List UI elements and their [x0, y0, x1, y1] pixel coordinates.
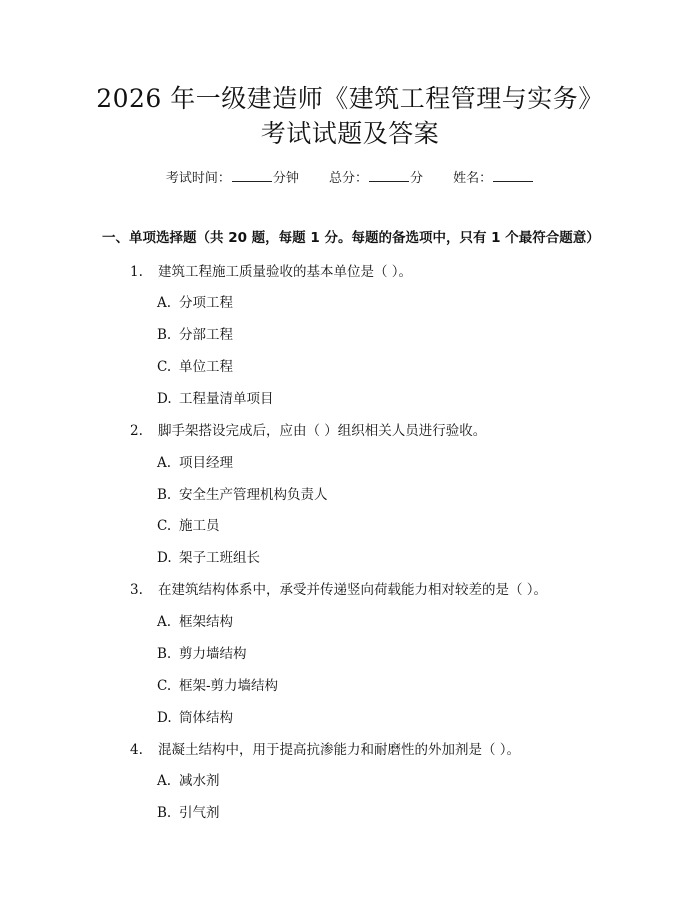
question-2-option-b: [157, 485, 328, 505]
option-letter: B.: [157, 805, 172, 821]
option-text: 剪力墙结构: [179, 646, 247, 662]
option-text: 框架结构: [179, 614, 233, 630]
question-2: [130, 421, 486, 441]
question-3-option-a: [157, 612, 233, 632]
option-letter: D.: [157, 710, 172, 726]
question-3-option-c: [157, 676, 278, 696]
page-title-line-2: 考试试题及答案: [260, 119, 440, 148]
question-1-option-a: [157, 293, 233, 313]
question-text: 建筑工程施工质量验收的基本单位是（ ）。: [158, 264, 413, 280]
question-number: 2.: [130, 423, 143, 439]
option-text: 安全生产管理机构负责人: [179, 487, 328, 503]
name-field: [453, 168, 534, 188]
option-text: 框架-剪力墙结构: [179, 678, 279, 694]
option-letter: A.: [157, 295, 172, 311]
question-text: 在建筑结构体系中，承受并传递竖向荷载能力相对较差的是（ ）。: [158, 582, 548, 598]
name-blank: [493, 168, 533, 182]
question-3-option-d: [157, 708, 233, 728]
question-1-option-c: [157, 357, 233, 377]
name-label: 姓名：: [453, 171, 493, 186]
option-text: 分项工程: [179, 295, 233, 311]
option-letter: A.: [157, 614, 172, 630]
option-text: 施工员: [179, 518, 220, 534]
option-text: 引气剂: [179, 805, 220, 821]
question-number: 3.: [130, 582, 143, 598]
question-2-option-a: [157, 453, 233, 473]
option-letter: B.: [157, 327, 172, 343]
question-2-option-c: [157, 516, 220, 536]
question-3-option-b: [157, 644, 247, 664]
question-text: 脚手架搭设完成后，应由（ ）组织相关人员进行验收。: [158, 423, 487, 439]
option-letter: D.: [157, 550, 172, 566]
section-heading: 一、单项选择题（共 20 题，每题 1 分。每题的备选项中，只有 1 个最符合题意）: [102, 230, 600, 246]
option-letter: B.: [157, 646, 172, 662]
option-text: 分部工程: [179, 327, 233, 343]
exam-info-row: [0, 168, 700, 188]
question-1-option-d: [157, 389, 274, 409]
option-text: 减水剂: [179, 773, 220, 789]
total-score-unit: 分: [410, 171, 424, 186]
option-letter: C.: [157, 678, 172, 694]
option-text: 筒体结构: [179, 710, 233, 726]
question-1-option-b: [157, 325, 233, 345]
option-letter: A.: [157, 773, 172, 789]
option-text: 架子工班组长: [179, 550, 260, 566]
question-number: 1.: [130, 264, 143, 280]
question-text: 混凝土结构中，用于提高抗渗能力和耐磨性的外加剂是（ ）。: [158, 742, 521, 758]
exam-time-unit: 分钟: [272, 171, 299, 186]
total-score-blank: [369, 168, 409, 182]
option-letter: C.: [157, 518, 172, 534]
total-score-field: [329, 168, 423, 188]
question-4-option-a: [157, 771, 220, 791]
option-text: 单位工程: [179, 359, 233, 375]
question-4: [130, 740, 520, 760]
question-1: [130, 262, 412, 282]
question-4-option-b: [157, 803, 220, 823]
option-text: 工程量清单项目: [179, 391, 274, 407]
exam-time-field: [166, 168, 299, 188]
option-letter: D.: [157, 391, 172, 407]
option-text: 项目经理: [179, 455, 233, 471]
question-number: 4.: [130, 742, 143, 758]
question-2-option-d: [157, 548, 260, 568]
option-letter: B.: [157, 487, 172, 503]
exam-time-blank: [232, 168, 272, 182]
option-letter: C.: [157, 359, 172, 375]
total-score-label: 总分：: [328, 171, 368, 186]
option-letter: A.: [157, 455, 172, 471]
question-3: [130, 580, 547, 600]
page-title-line-1: 2026 年一级建造师《建筑工程管理与实务》: [96, 84, 604, 113]
exam-time-label: 考试时间：: [165, 171, 231, 186]
